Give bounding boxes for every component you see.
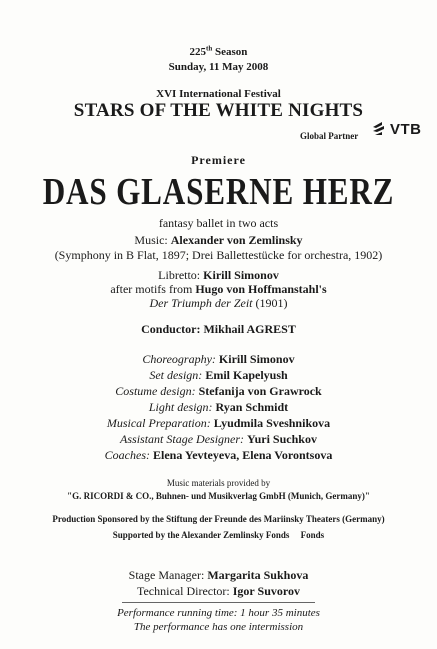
- season-word: Season: [215, 46, 248, 58]
- festival-edition: XVI International Festival: [156, 88, 281, 100]
- credit-label: Costume design:: [115, 384, 196, 398]
- libretto-credit: [0, 268, 437, 283]
- vtb-logo-mark-icon: [370, 119, 390, 139]
- technical-director-credit: [0, 584, 437, 599]
- libretto-author: Kirill Simonov: [203, 268, 279, 282]
- intermission-note: The performance has one intermission: [133, 621, 304, 633]
- motifs-line: [0, 282, 437, 297]
- motifs-year: (1901): [255, 296, 288, 310]
- music-credit: [0, 233, 437, 248]
- conductor-credit: [0, 322, 437, 337]
- credit-label: Musical Preparation:: [106, 416, 211, 430]
- credit-line: [0, 400, 437, 415]
- season-line: [0, 46, 437, 58]
- credit-line: [0, 352, 437, 367]
- credit-label: Light design:: [148, 400, 213, 414]
- credit-label: Coaches:: [104, 448, 150, 462]
- festival-name: STARS OF THE WHITE NIGHTS: [73, 100, 364, 121]
- premiere-label: Premiere: [191, 153, 246, 167]
- credit-name: Emil Kapelyush: [205, 368, 288, 382]
- global-partner-label: Global Partner: [300, 131, 359, 141]
- motifs-prefix: after motifs from: [110, 282, 193, 296]
- stage-manager-credit: [0, 568, 437, 583]
- fonds-tag: Fonds: [300, 530, 325, 540]
- conductor-name: Mikhail AGREST: [203, 322, 296, 336]
- vtb-logo-text: VTB: [390, 121, 422, 138]
- music-note: (Symphony in B Flat, 1897; Drei Ballettestücke for orchestra, 1902): [54, 248, 383, 262]
- conductor-label: Conductor:: [141, 322, 201, 336]
- stage-manager-label: Stage Manager:: [128, 568, 205, 582]
- credit-name: Ryan Schmidt: [215, 400, 289, 414]
- credit-line: [0, 368, 437, 383]
- credit-name: Lyudmila Sveshnikova: [213, 416, 331, 430]
- season-number: 225: [189, 46, 207, 58]
- support-line: [0, 530, 437, 540]
- credit-line: [0, 416, 437, 431]
- support-text: Supported by the Alexander Zemlinsky Fonds: [112, 530, 290, 540]
- credit-line: [0, 432, 437, 447]
- stage-manager-name: Margarita Sukhova: [207, 568, 309, 582]
- technical-director-label: Technical Director:: [136, 584, 230, 598]
- credit-name: Kirill Simonov: [218, 352, 295, 366]
- ballet-subtitle: fantasy ballet in two acts: [158, 216, 279, 230]
- footer-divider: [122, 602, 315, 603]
- motifs-work: Der Triumph der Zeit: [149, 296, 253, 310]
- sponsor-line: Production Sponsored by the Stiftung der Freunde des Mariinsky Theaters (Germany): [52, 514, 385, 524]
- materials-publisher: "G. RICORDI & CO., Buhnen- und Musikverlag GmbH (Munich, Germany)": [67, 491, 370, 501]
- credit-label: Choreography:: [142, 352, 216, 366]
- credit-line: [0, 384, 437, 399]
- credit-name: Elena Yevteyeva, Elena Vorontsova: [152, 448, 333, 462]
- ballet-title: DAS GLASERNE HERZ: [42, 171, 395, 213]
- vtb-logo: [370, 117, 426, 141]
- credit-name: Stefanija von Grawrock: [198, 384, 322, 398]
- credit-label: Assistant Stage Designer:: [120, 432, 245, 446]
- music-composer: Alexander von Zemlinsky: [170, 233, 303, 247]
- music-label: Music:: [134, 233, 168, 247]
- materials-line: Music materials provided by: [166, 478, 271, 488]
- credit-label: Set design:: [149, 368, 203, 382]
- season-ordinal: th: [206, 44, 213, 53]
- performance-date: Sunday, 11 May 2008: [168, 61, 269, 73]
- libretto-label: Libretto:: [158, 268, 201, 282]
- technical-director-name: Igor Suvorov: [232, 584, 301, 598]
- credit-line: [0, 448, 437, 463]
- credit-name: Yuri Suchkov: [247, 432, 317, 446]
- motifs-work-line: [0, 296, 437, 311]
- motifs-author: Hugo von Hoffmanstahl's: [195, 282, 327, 296]
- running-time: Performance running time: 1 hour 35 minutes: [117, 607, 320, 619]
